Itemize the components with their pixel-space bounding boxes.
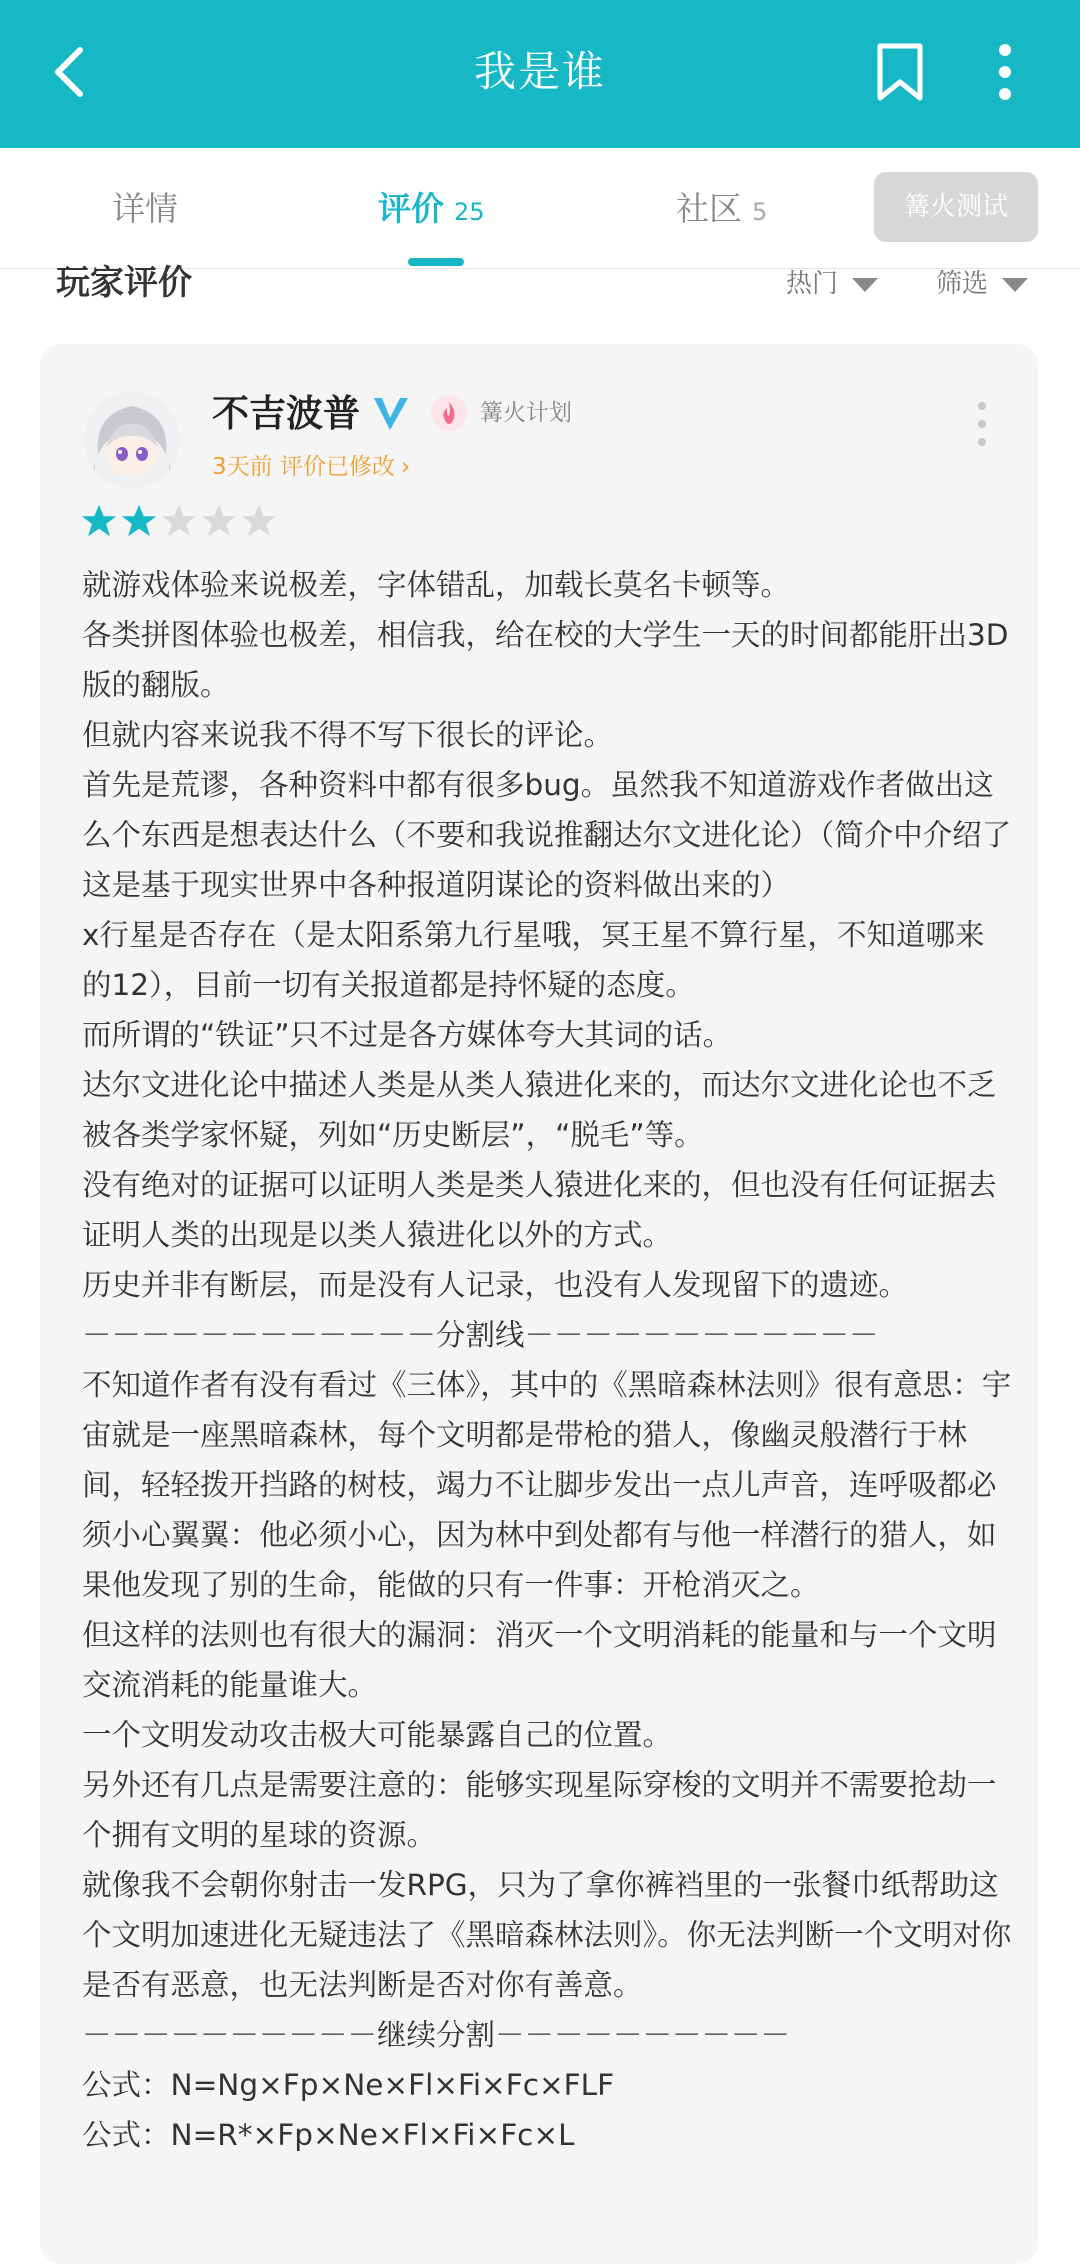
filter-label: 筛选 [936,269,989,299]
review-paragraph: 但这样的法则也有很大的漏洞：消灭一个文明消耗的能量和与一个文明交流消耗的能量谁大。 [82,1618,997,1702]
review-paragraph: 就游戏体验来说极差，字体错乱，加载长莫名卡顿等。 [82,568,791,602]
star-empty-icon [200,502,238,540]
star-filled-icon [120,502,158,540]
sort-dropdown[interactable] [786,262,878,306]
star-empty-icon [160,502,198,540]
review-paragraph: 而所谓的“铁证”只不过是各方媒体夸大其词的话。 [82,1018,733,1052]
section-header [0,263,1080,348]
review-meta[interactable] [212,448,410,486]
review-paragraph: 不知道作者有没有看过《三体》，其中的《黑暗森林法则》很有意思：宇宙就是一座黑暗森林，每个文明都是带枪的猎人，像幽灵般潜行于林间，轻轻拨开挡路的树枝，竭力不让脚步发出一点儿声音，连呼吸都必须小心翼翼：他必须小心，因为林中到处都有与他一样潜行的猎人，如果他发现了别的生命，能做的只有一件事：开枪消灭之。 [82,1368,1012,1602]
review-paragraph: 没有绝对的证据可以证明人类是类人猿进化来的，但也没有任何证据去证明人类的出现是以类人猿进化以外的方式。 [82,1168,997,1252]
app-bar [0,0,1080,148]
review-paragraph: －－－－－－－－－－－－分割线－－－－－－－－－－－－ [82,1318,879,1352]
avatar-image [84,392,180,488]
review-paragraph: 一个文明发动攻击极大可能暴露自己的位置。 [82,1718,673,1752]
tab-bar [0,148,1080,269]
review-paragraph: －－－－－－－－－－继续分割－－－－－－－－－－ [82,2018,791,2052]
review-paragraph: 首先是荒谬，各种资料中都有很多bug。虽然我不知道游戏作者做出这么个东西是想表达什么（不要和我说推翻达尔文进化论）（简介中介绍了这是基于现实世界中各种报道阴谋论的资料做出来的） [82,768,1012,902]
active-tab-indicator [408,258,464,266]
review-card [40,344,1038,2264]
verified-v-icon [370,392,412,434]
star-empty-icon [240,502,278,540]
badge-label: 篝火计划 [480,400,572,426]
tab-label: 详情 [112,189,178,228]
avatar[interactable] [84,392,180,488]
bonfire-badge-icon [430,394,468,432]
sort-label: 热门 [786,269,839,299]
tab-label: 评价 [378,189,444,228]
review-more-icon[interactable] [972,398,992,450]
review-paragraph: 公式：N=Ng×Fp×Ne×Fl×Fi×Fc×FLF [82,2068,615,2102]
more-vertical-icon[interactable] [990,40,1020,104]
star-filled-icon [80,502,118,540]
tab-count: 5 [752,198,768,226]
tab-label: 社区 [676,189,742,228]
review-paragraph: x行星是否存在（是太阳系第九行星哦，冥王星不算行星，不知道哪来的12），目前一切有关报道都是持怀疑的态度。 [82,918,985,1002]
review-paragraph: 各类拼图体验也极差，相信我，给在校的大学生一天的时间都能肝出3D版的翻版。 [82,618,1009,702]
review-paragraph: 就像我不会朝你射击一发RPG，只为了拿你裤裆里的一张餐巾纸帮助这个文明加速进化无疑违法了《黑暗森林法则》。你无法判断一个文明对你是否有恶意，也无法判断是否对你有善意。 [82,1868,1012,2002]
review-paragraph: 另外还有几点是需要注意的：能够实现星际穿梭的文明并不需要抢劫一个拥有文明的星球的资源。 [82,1768,997,1852]
review-paragraph: 但就内容来说我不得不写下很长的评论。 [82,718,614,752]
rating-stars [80,502,280,540]
filter-dropdown[interactable] [936,262,1028,306]
review-paragraph: 历史并非有断层，而是没有人记录，也没有人发现留下的遗迹。 [82,1268,909,1302]
bookmark-icon[interactable] [872,40,928,104]
tab-details[interactable] [112,184,178,234]
tab-reviews[interactable] [378,184,485,237]
tab-count: 25 [454,198,485,226]
review-username[interactable]: 不吉波普 [212,392,360,435]
review-paragraph: 达尔文进化论中描述人类是从类人猿进化来的，而达尔文进化论也不乏被各类学家怀疑，列如“历史断层”，“脱毛”等。 [82,1068,997,1152]
section-title: 玩家评价 [56,263,192,303]
review-body [82,560,1012,2160]
chevron-right-icon: › [400,454,411,480]
dropdown-triangle-icon [1002,278,1028,292]
dropdown-triangle-icon [852,278,878,292]
page-title: 我是谁 [473,47,606,96]
bonfire-test-button[interactable]: 篝火测试 [874,172,1038,242]
review-time-edited: 3天前 评价已修改 [212,454,395,480]
tab-community[interactable] [676,184,767,237]
review-paragraph: 公式：N=R*×Fp×Ne×Fl×Fi×Fc×L [82,2118,575,2152]
